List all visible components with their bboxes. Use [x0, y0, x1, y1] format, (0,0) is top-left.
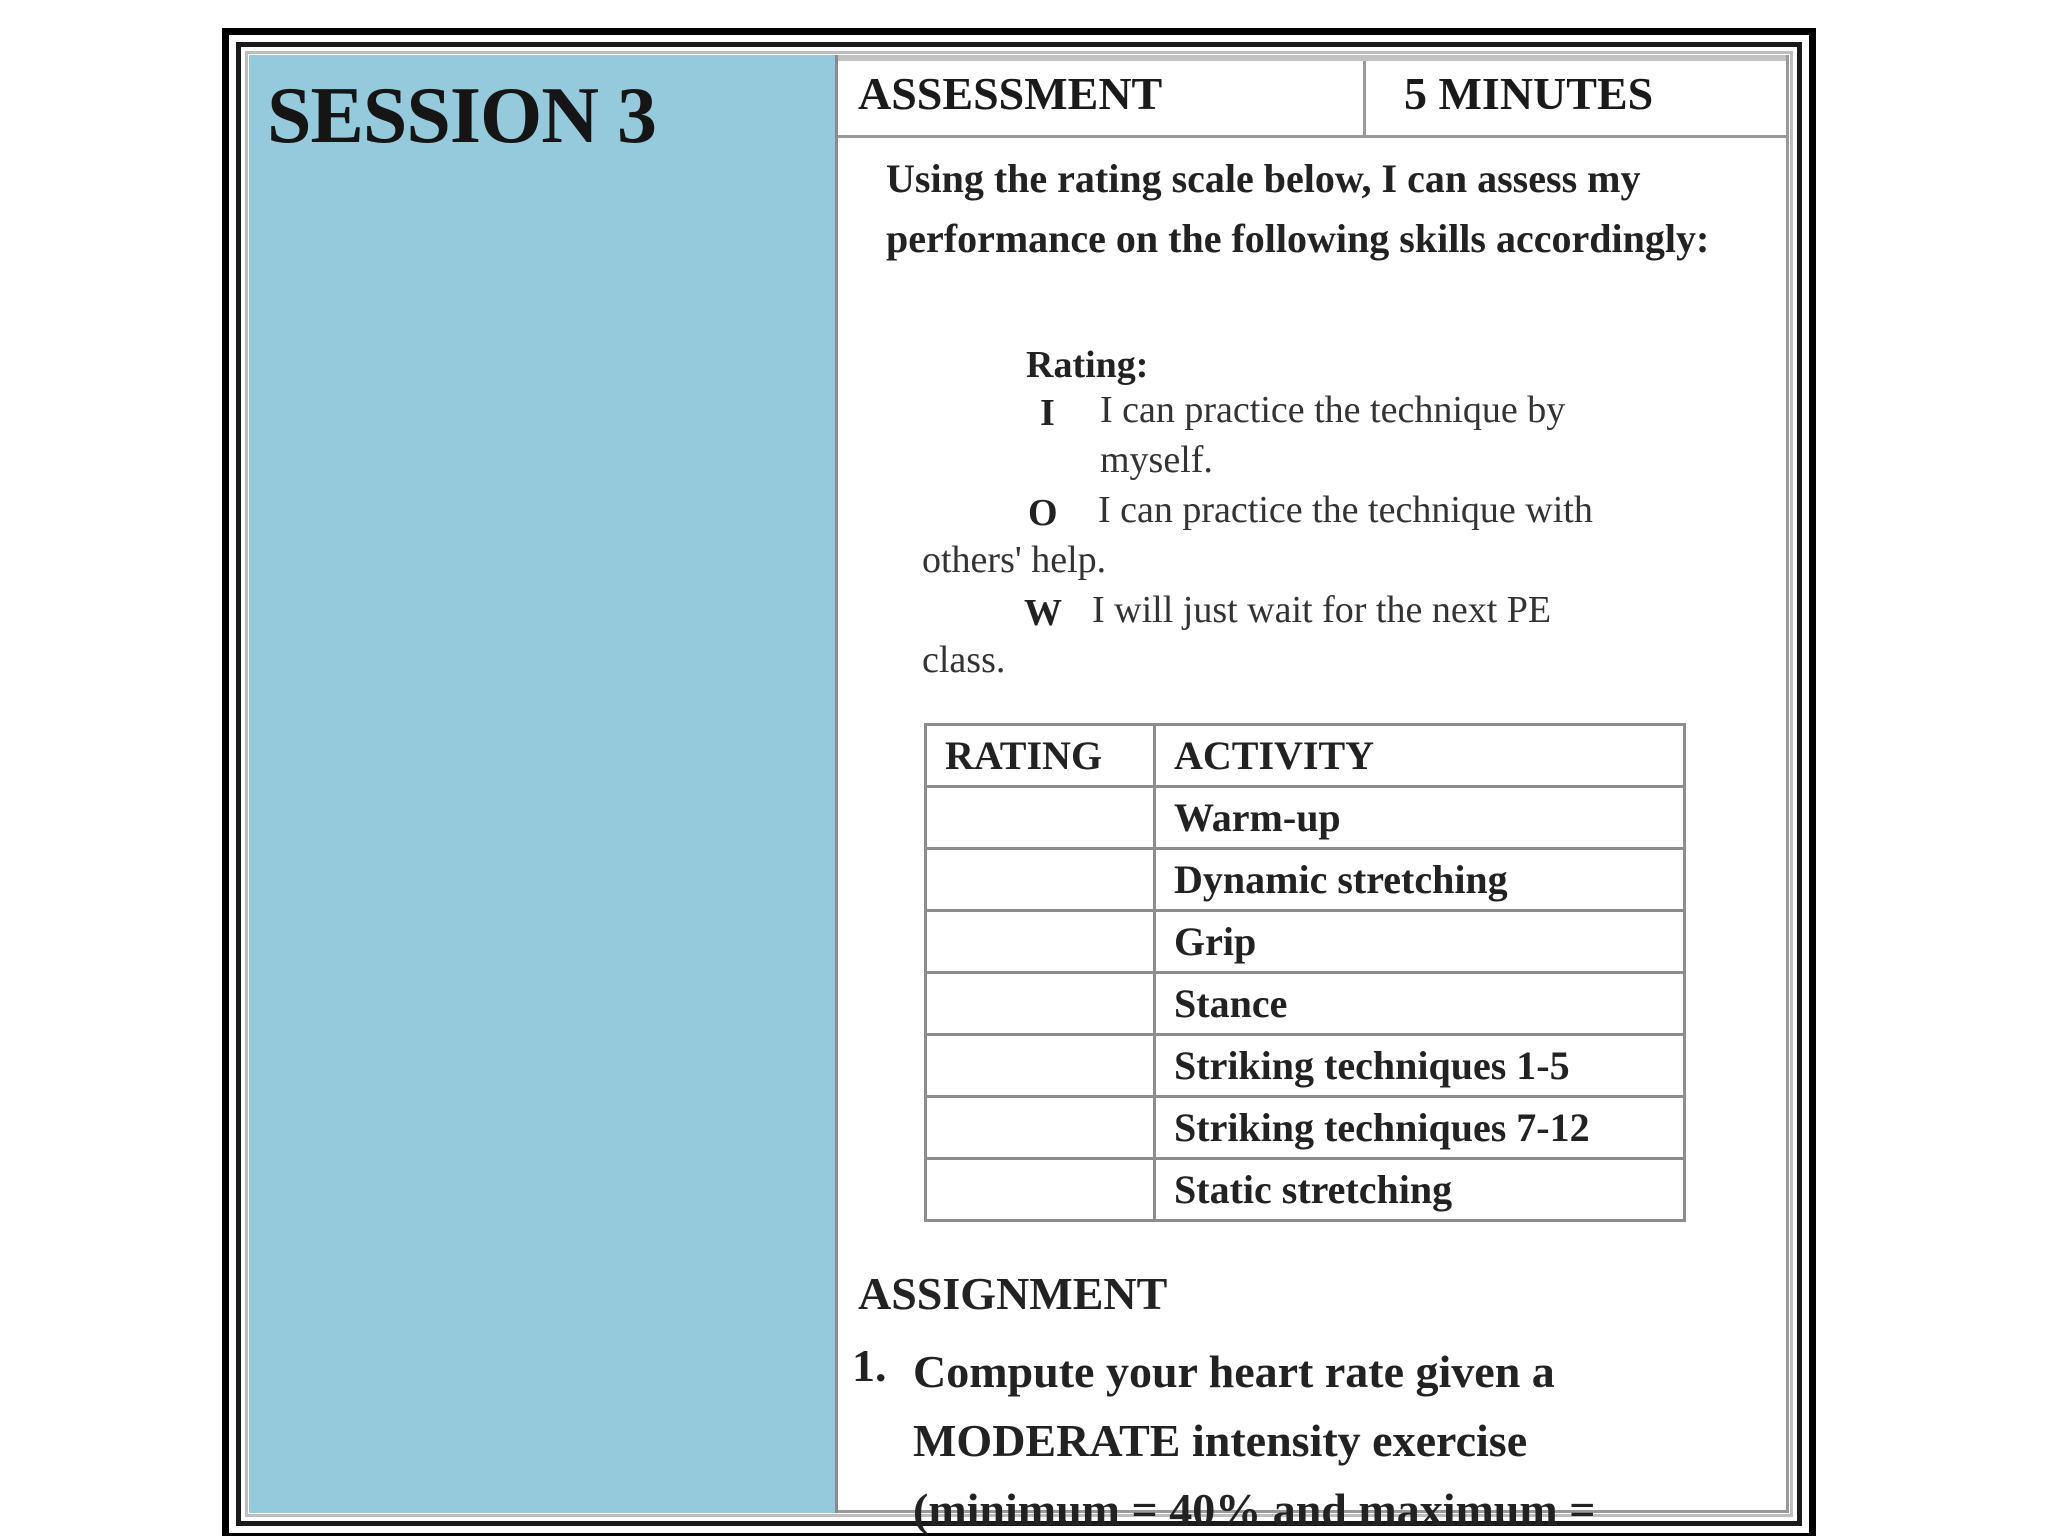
rating-cell[interactable]	[926, 787, 1155, 849]
table-header-activity: ACTIVITY	[1155, 725, 1685, 787]
rating-w-line1: I will just wait for the next PE	[1092, 589, 1552, 631]
rating-cell[interactable]	[926, 849, 1155, 911]
table-header-row	[926, 725, 1685, 787]
rating-cell[interactable]	[926, 911, 1155, 973]
rating-i-line1: I can practice the technique by	[1100, 389, 1566, 431]
table-row	[926, 787, 1685, 849]
table-row	[926, 911, 1685, 973]
rating-i-line2: myself.	[1100, 439, 1213, 481]
rating-letter-w: W	[1024, 592, 1062, 634]
assignment-item-text: Compute your heart rate given a MODERATE intensity exercise (minimum = 40% and maximum =	[913, 1346, 1596, 1535]
table-row	[926, 1097, 1685, 1159]
rating-o-line2: others' help.	[922, 539, 1107, 581]
session-title: SESSION 3	[267, 72, 656, 160]
activity-cell: Warm-up	[1155, 787, 1685, 849]
activity-cell: Dynamic stretching	[1155, 849, 1685, 911]
assessment-content	[838, 55, 1789, 1535]
table-row	[926, 849, 1685, 911]
table-row	[926, 973, 1685, 1035]
table-row	[926, 1035, 1685, 1097]
activity-cell: Striking techniques 7-12	[1155, 1097, 1685, 1159]
table-row	[926, 1159, 1685, 1221]
rating-letter-o: O	[1028, 492, 1058, 534]
document-frame	[222, 28, 1816, 1536]
activity-rating-table	[924, 723, 1686, 1222]
assignment-heading: ASSIGNMENT	[858, 1268, 1168, 1319]
document-inner-frame	[236, 42, 1802, 1535]
activity-cell: Stance	[1155, 973, 1685, 1035]
rating-scale-heading: Rating:	[1026, 344, 1149, 386]
session-sidebar	[249, 55, 838, 1513]
section-duration: 5 MINUTES	[1404, 68, 1654, 119]
rating-letter-i: I	[1040, 392, 1055, 434]
rating-cell[interactable]	[926, 1035, 1155, 1097]
activity-cell: Grip	[1155, 911, 1685, 973]
table-header-rating: RATING	[926, 725, 1155, 787]
rating-cell[interactable]	[926, 1159, 1155, 1221]
activity-cell: Striking techniques 1-5	[1155, 1035, 1685, 1097]
rating-o-line1: I can practice the technique with	[1098, 489, 1593, 531]
assessment-instructions: Using the rating scale below, I can assess my performance on the following skills accordingly:	[886, 156, 1710, 261]
activity-cell: Static stretching	[1155, 1159, 1685, 1221]
rating-cell[interactable]	[926, 973, 1155, 1035]
section-title: ASSESSMENT	[838, 61, 1366, 135]
assignment-item-number: 1.	[852, 1340, 887, 1391]
assessment-header	[838, 55, 1786, 138]
rating-cell[interactable]	[926, 1097, 1155, 1159]
rating-w-line2: class.	[922, 639, 1006, 681]
